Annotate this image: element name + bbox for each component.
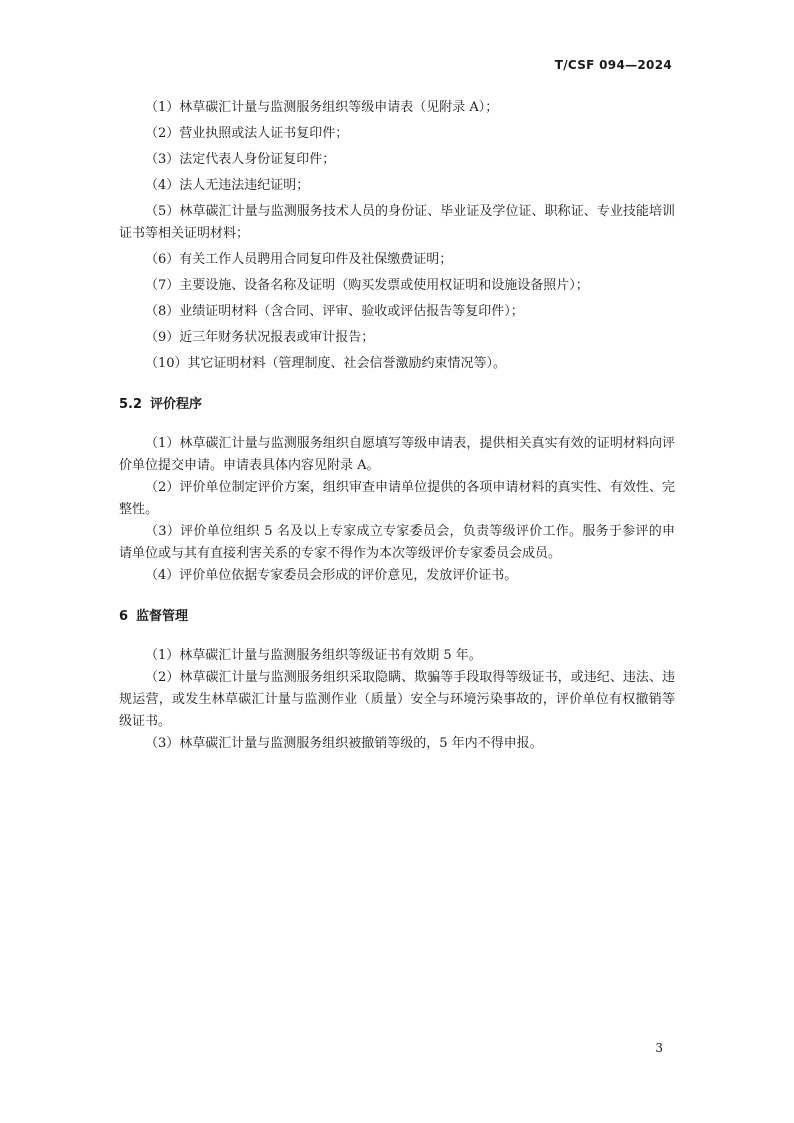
page-number: 3 [655,1041,663,1055]
list-item: （6）有关工作人员聘用合同复印件及社保缴费证明； [145,252,453,267]
list-item: （3）评价单位组织 5 名及以上专家成立专家委员会，负责等级评价工作。服务于参评的申请单位或与其有直接利害关系的专家不得作为本次等级评价专家委员会成员。 [119,524,675,561]
list-item: （2）林草碳汇计量与监测服务组织采取隐瞒、欺骗等手段取得等级证书，或违纪、违法、违规运营，或发生林草碳汇计量与监测作业（质量）安全与环境污染事故的，评价单位有权撤销等级证书。 [119,670,675,729]
list-item: （3）林草碳汇计量与监测服务组织被撤销等级的，5 年内不得申报。 [145,736,543,751]
document-code: T/CSF 094—2024 [554,58,672,72]
list-item: （3）法定代表人身份证复印件； [145,152,336,167]
section-heading-5-2 [119,394,675,416]
section-title: 评价程序 [150,397,203,412]
list-item: （5）林草碳汇计量与监测服务技术人员的身份证、毕业证及学位证、职称证、专业技能培训证书等相关证明材料； [119,204,675,241]
section-number: 6 [119,609,129,624]
list-item: （1）林草碳汇计量与监测服务组织等级证书有效期 5 年。 [145,648,482,663]
list-item: （8）业绩证明材料（含合同、评审、验收或评估报告等复印件）； [145,304,524,319]
list-item: （2）评价单位制定评价方案，组织审查申请单位提供的各项申请材料的真实性、有效性、完整性。 [119,480,675,517]
list-item: （7）主要设施、设备名称及证明（购买发票或使用权证明和设施设备照片）； [145,278,589,293]
list-item: （1）林草碳汇计量与监测服务组织自愿填写等级申请表，提供相关真实有效的证明材料向评价单位提交申请。申请表具体内容见附录 A。 [119,436,675,473]
list-item: （10）其它证明材料（管理制度、社会信誉激励约束情况等）。 [145,356,507,371]
list-item: （9）近三年财务状况报表或审计报告； [145,330,375,345]
list-item: （4）评价单位依据专家委员会形成的评价意见，发放评价证书。 [145,568,518,583]
list-item: （2）营业执照或法人证书复印件； [145,126,349,141]
page-body [119,97,675,755]
section-heading-6 [119,606,675,628]
list-item: （4）法人无违法违纪证明； [145,178,310,193]
section-number: 5.2 [119,397,143,412]
section-title: 监督管理 [136,609,189,624]
list-item: （1）林草碳汇计量与监测服务组织等级申请表（见附录 A）； [145,100,499,115]
